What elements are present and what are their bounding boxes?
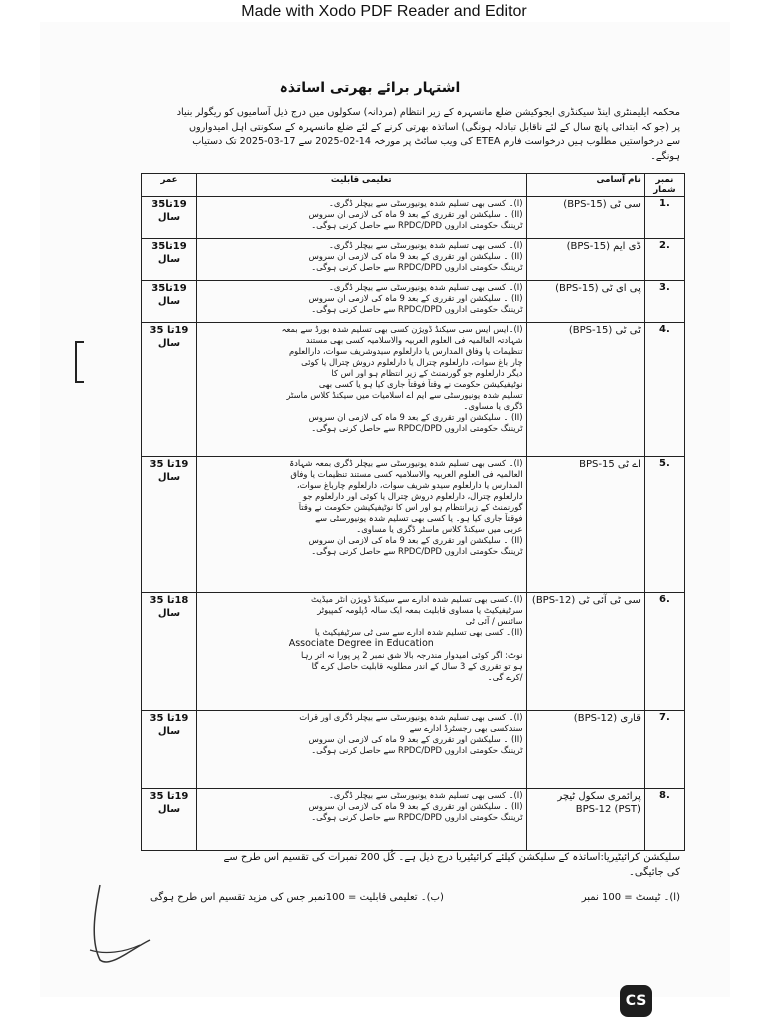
row-post: قاری (BPS-12): [526, 711, 644, 789]
qualification-line: ٹریننگ حکومتی اداروں RPDC/DPD سے حاصل کرنی ہوگی۔: [311, 812, 523, 822]
qualification-line: دیگر دارلعلوم جو گورنمنٹ کے زیر انتظام ہو اور اس کا: [331, 368, 523, 378]
qualification-line: (I)۔ کسی بھی تسلیم شدہ یونیورسٹی سے بیچلر ڈگری بمعہ شہادۃ: [289, 458, 523, 468]
app-banner: Made with Xodo PDF Reader and Editor: [0, 0, 768, 24]
qualification-line: ٹریننگ حکومتی اداروں RPDC/DPD سے حاصل کرنی ہوگی۔: [311, 262, 523, 272]
row-post: ڈی ایم (BPS-15): [526, 239, 644, 281]
qualification-line: ٹریننگ حکومتی اداروں RPDC/DPD سے حاصل کرنی ہوگی۔: [311, 220, 523, 230]
table-row: [142, 789, 685, 851]
qualification-line: گورنمنٹ کے زیرانتظام ہو اور اس کا نوٹیفیکیشن حکومت نے وقتاً: [298, 502, 523, 512]
row-number: .3: [644, 281, 684, 323]
intro-line: پر (جو کہ ابتدائی پانچ سال کے لئے ناقابل تبادلہ ہونگی) اساتذہ بھرتی کرنے کے لئے ضلع مانسہرہ کے سکونتی اہل امیدواروں: [188, 121, 680, 133]
table-row: [142, 281, 685, 323]
table-row: [142, 323, 685, 457]
row-qualification: [196, 711, 526, 789]
qualification-note-line: ہو تو تقرری کے 3 سال کے اندر مطلوبہ قابلیت حاصل کرے گا: [311, 661, 523, 671]
document-title: اشتہار برائے بھرتی اساتذہ: [279, 80, 461, 96]
row-number: .5: [644, 457, 684, 593]
intro-line: ہونگے۔: [650, 150, 680, 162]
header-number: نمبر شمار: [644, 174, 684, 197]
qualification-line-english: Associate Degree in Education: [288, 638, 434, 649]
qualification-line: فوقتاً جاری کیا ہو۔ یا کسی بھی تسلیم شدہ یونیورسٹی سے: [315, 513, 523, 523]
test-marks: (ا)۔ ٹیسٹ = 100 نمبر: [581, 892, 680, 903]
row-age: 19تا 35 سال: [142, 323, 197, 457]
table-row: [142, 593, 685, 711]
qualification-line: (I)۔ کسی بھی تسلیم شدہ یونیورسٹی سے بیچلر ڈگری اور قرات: [299, 712, 523, 722]
table-row: [142, 457, 685, 593]
qualification-line: (II) ۔ سلیکشن اور تقرری کے بعد 9 ماہ کی لازمی ان سروس: [308, 734, 523, 744]
qualification-line: (II) ۔ سلیکشن اور تقرری کے بعد 9 ماہ کی لازمی ان سروس: [308, 801, 523, 811]
margin-bracket-mark: [70, 338, 90, 388]
qualification-line: (I)۔ کسی بھی تسلیم شدہ یونیورسٹی سے بیچلر ڈگری۔: [328, 240, 523, 250]
row-number: .8: [644, 789, 684, 851]
row-post: ٹی ٹی (BPS-15): [526, 323, 644, 457]
qualification-line: (II)۔ کسی بھی تسلیم شدہ ادارے سے سی ٹی سرٹیفیکیٹ یا: [314, 627, 523, 637]
intro-line: محکمہ ایلیمنٹری اینڈ سیکنڈری ایجوکیشن ضلع مانسہرہ کے زیر انتظام (مردانہ) سکولوں میں درج ذیل آسامیوں کو ریگولر بنیاد: [176, 107, 680, 118]
row-number: .2: [644, 239, 684, 281]
row-age: 19تا 35 سال: [142, 789, 197, 851]
intro-paragraph: [90, 106, 680, 164]
selection-criteria: [90, 850, 680, 905]
row-number: .1: [644, 197, 684, 239]
qualification-line: شہادتہ العالمیہ فی العلوم العربیہ والاسلامیہ کسی بھی مستند: [305, 335, 523, 345]
row-post: پرائمری سکول ٹیچر (PST) BPS-12: [526, 789, 644, 851]
header-post: نام آسامی: [526, 174, 644, 197]
row-qualification: [196, 323, 526, 457]
row-age: 18تا 35 سال: [142, 593, 197, 711]
qualification-line: (II) ۔ سلیکشن اور تقرری کے بعد 9 ماہ کی لازمی ان سروس: [308, 293, 523, 303]
criteria-line: کی جائیگی۔: [628, 867, 680, 878]
qualification-line: المدارس یا دارلعلوم سیدو شریف سوات، دارلعلوم چارباغ سوات،: [296, 480, 523, 490]
handwritten-signature-icon: [70, 880, 160, 970]
row-qualification: [196, 457, 526, 593]
table-row: [142, 197, 685, 239]
row-post: اے ٹی BPS-15: [526, 457, 644, 593]
qualification-line: دارلعلوم چترال، دارلعلوم دروش چترال یا کوئی اور دارلعلوم جو: [303, 491, 523, 501]
row-number: .7: [644, 711, 684, 789]
row-qualification: [196, 593, 526, 711]
qualification-line: سائنس / آئی ٹی: [465, 616, 523, 626]
posts-table: [141, 173, 685, 851]
criteria-line: سلیکشن کرائیٹیریا:اساتذہ کے سلیکشن کیلئے کرائیٹیریا درج ذیل ہے۔ کُل 200 نمبرات کی تقسیم اس طرح سے: [223, 852, 680, 863]
row-post: سی ٹی آئی ٹی (BPS-12): [526, 593, 644, 711]
qualification-line: (II) ۔ سلیکشن اور تقرری کے بعد 9 ماہ کی لازمی ان سروس: [308, 535, 523, 545]
qualification-line: نوٹیفیکیشن حکومت نے وقتاً فوقتاً جاری کیا ہو یا کسی بھی: [318, 379, 523, 389]
row-number: .6: [644, 593, 684, 711]
row-qualification: [196, 789, 526, 851]
qualification-line: چار باغ سوات، دارلعلوم چترال یا دارلعلوم دروش چترال یا کوئی: [301, 357, 523, 367]
qualification-line: ڈگری یا مساوی۔: [463, 401, 523, 411]
qualification-line: (II) ۔ سلیکشن اور تقرری کے بعد 9 ماہ کی لازمی ان سروس: [308, 412, 523, 422]
camscanner-logo-icon: CS: [620, 985, 652, 1017]
intro-line: سے درخواستیں مطلوب ہیں درخواست فارم ETEA کی ویب سائٹ پر مورخہ 14-02-2025 سے 17-03-2025 تک دستیاب: [192, 136, 680, 147]
qualification-line: تسلیم شدہ یونیورسٹی سے ایم اے اسلامیات میں سیکنڈ کلاس ماسٹر: [286, 390, 523, 400]
row-post: پی ای ٹی (BPS-15): [526, 281, 644, 323]
qualification-note-line: /کرے گی۔: [487, 672, 523, 682]
header-qualification: تعلیمی قابلیت: [196, 174, 526, 197]
table-header-row: [142, 174, 685, 197]
qualification-note-line: نوٹ: اگر کوئی امیدوار مندرجہ بالا شق نمبر 2 پر پورا نہ اتر رہا: [300, 650, 523, 660]
row-age: 19تا35 سال: [142, 281, 197, 323]
qualification-line: ٹریننگ حکومتی اداروں RPDC/DPD سے حاصل کرنی ہوگی۔: [311, 304, 523, 314]
qualification-line: (I)۔ کسی بھی تسلیم شدہ یونیورسٹی سے بیچلر ڈگری۔: [328, 198, 523, 208]
qualification-line: (II) ۔ سلیکشن اور تقرری کے بعد 9 ماہ کی لازمی ان سروس: [308, 209, 523, 219]
row-age: 19تا35 سال: [142, 239, 197, 281]
row-qualification: [196, 197, 526, 239]
qualification-line: (I)۔ کسی بھی تسلیم شدہ یونیورسٹی سے بیچلر ڈگری۔: [328, 282, 523, 292]
row-qualification: [196, 239, 526, 281]
qualification-line: ٹریننگ حکومتی اداروں RPDC/DPD سے حاصل کرنی ہوگی۔: [311, 423, 523, 433]
row-age: 19تا 35 سال: [142, 457, 197, 593]
qualification-line: (I)۔ایس ایس سی سیکنڈ ڈویژن کسی بھی تسلیم شدہ بورڈ سے بمعہ: [281, 324, 523, 334]
row-age: 19تا 35 سال: [142, 711, 197, 789]
qualification-line: (I)۔ کسی بھی تسلیم شدہ یونیورسٹی سے بیچلر ڈگری۔: [328, 790, 523, 800]
qualification-line: تنظیمات یا وفاق المدارس یا دارلعلوم سیدوشریف سوات، دارالعلوم: [288, 346, 523, 356]
header-age: عمر: [142, 174, 197, 197]
row-post: سی ٹی (BPS-15): [526, 197, 644, 239]
qualification-line: (II) ۔ سلیکشن اور تقرری کے بعد 9 ماہ کی لازمی ان سروس: [308, 251, 523, 261]
academic-marks: (ب)۔ تعلیمی قابلیت = 100نمبر جس کی مزید تقسیم اس طرح ہوگی: [150, 892, 444, 903]
qualification-line: سرٹیفیکیٹ یا مساوی قابلیت بمعہ ایک سالہ ڈپلومہ کمپیوٹر: [317, 605, 523, 615]
table-body: [142, 197, 685, 851]
qualification-line: (I)۔کسی بھی تسلیم شدہ ادارے سے سیکنڈ ڈویژن انٹر میڈیٹ: [311, 594, 523, 604]
table-row: [142, 711, 685, 789]
qualification-line: ٹریننگ حکومتی اداروں RPDC/DPD سے حاصل کرنی ہوگی۔: [311, 745, 523, 755]
qualification-line: العالمیہ فی العلوم العربیہ والاسلامیہ کسی مستند تنظیمات یا وفاق: [290, 469, 523, 479]
qualification-line: سندکسی بھی رجسٹرڈ ادارے سے: [409, 723, 523, 733]
qualification-line: عربی میں سیکنڈ کلاس ماسٹر ڈگری یا مساوی۔: [356, 524, 523, 534]
qualification-line: ٹریننگ حکومتی اداروں RPDC/DPD سے حاصل کرنی ہوگی۔: [311, 546, 523, 556]
table-row: [142, 239, 685, 281]
row-qualification: [196, 281, 526, 323]
row-number: .4: [644, 323, 684, 457]
row-age: 19تا35 سال: [142, 197, 197, 239]
